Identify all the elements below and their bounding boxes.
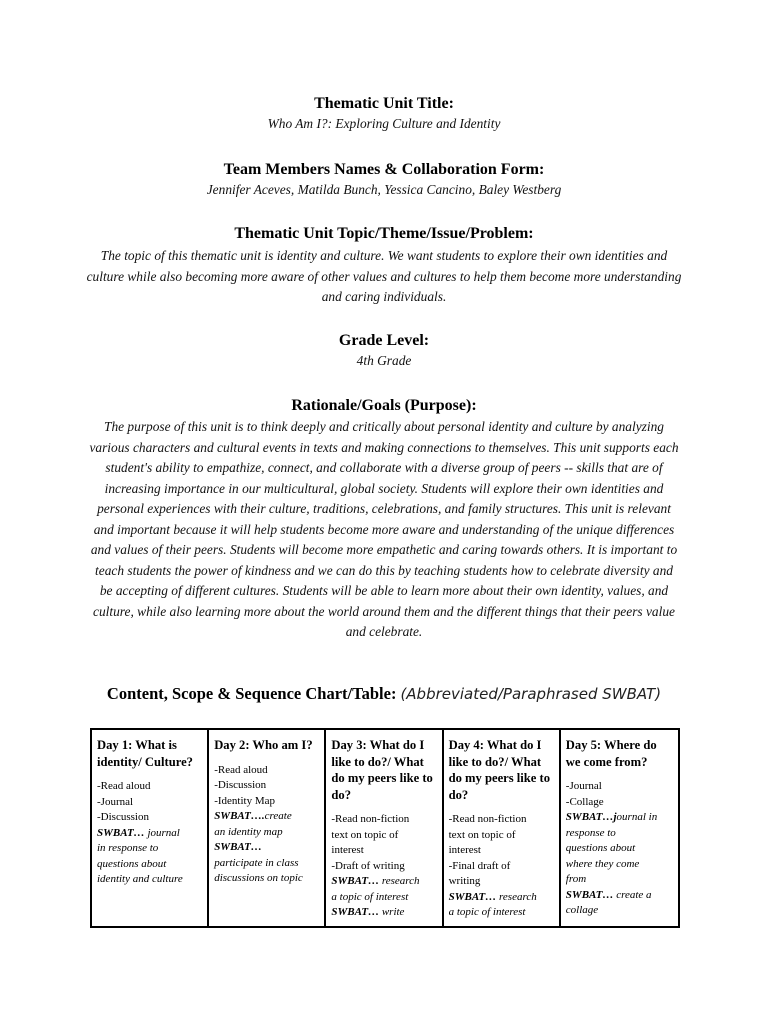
activity-text: -Journal: [565, 780, 602, 792]
activity-text: questions about: [97, 857, 167, 870]
topic-section: [0, 224, 768, 308]
unit-title-text: Who Am I?: Exploring Culture and Identity: [267, 116, 501, 131]
topic-heading: Thematic Unit Topic/Theme/Issue/Problem:: [234, 225, 534, 242]
activity-text: -Final draft of: [448, 859, 511, 872]
activity-text: from: [565, 873, 587, 885]
day-heading: Day 4: What do I like to do?/ What do my peers like to do?: [448, 738, 551, 802]
day-activity-line: [566, 779, 673, 795]
swbat-text: write: [379, 906, 405, 918]
activity-text: an identity map: [214, 825, 283, 838]
day-4-cell: [444, 730, 561, 926]
day-activity-line: [566, 872, 673, 888]
swbat-label: SWBAT…: [97, 826, 145, 839]
swbat-label: SWBAT…: [331, 875, 380, 887]
swbat-label: SWBAT…: [565, 888, 614, 901]
day-activity-line: [97, 810, 202, 826]
activity-text: participate in class: [214, 856, 299, 869]
activity-text: a topic of interest: [448, 906, 526, 918]
swbat-label: SWBAT…: [331, 906, 380, 918]
activity-text: -Read aloud: [97, 780, 151, 792]
day-activity-line: [449, 905, 554, 921]
swbat-text: ournal in: [616, 811, 658, 823]
activity-text: writing: [448, 875, 481, 887]
day-activity-line: [566, 810, 673, 826]
day-activity-line: [449, 890, 554, 906]
day-heading: Day 1: What is identity/ Culture?: [97, 738, 193, 769]
day-heading: Day 5: Where do we come from?: [565, 738, 657, 769]
activity-text: interest: [448, 844, 481, 856]
chart-title-section: [0, 684, 768, 704]
day-activity-line: [449, 874, 554, 890]
day-5-cell: [561, 730, 678, 926]
swbat-text: research: [496, 890, 537, 903]
day-activity-line: [566, 795, 673, 811]
day-activity-line: [214, 840, 319, 856]
day-activity-line: [566, 857, 673, 873]
activity-text: -Draft of writing: [331, 859, 405, 872]
day-activity-line: [214, 871, 319, 887]
grade-heading: Grade Level:: [338, 332, 430, 349]
activity-text: -Read aloud: [214, 763, 268, 776]
grade-text: 4th Grade: [356, 353, 412, 368]
activity-text: where they come: [565, 857, 640, 870]
day-activity-line: [214, 825, 319, 841]
day-activity-line: [214, 763, 319, 779]
day-activity-line: [97, 795, 202, 811]
day-activity-line: [331, 905, 436, 921]
unit-title-section: [0, 94, 768, 135]
day-activity-line: [449, 843, 554, 859]
chart-subheading: (Abbreviated/Paraphrased SWBAT): [400, 685, 662, 703]
activity-text: in response to: [97, 842, 159, 854]
grade-section: [0, 331, 768, 372]
swbat-label: SWBAT….: [214, 810, 265, 822]
team-heading: Team Members Names & Collaboration Form:: [223, 161, 545, 178]
activity-text: -Identity Map: [214, 794, 275, 807]
rationale-section: [0, 396, 768, 643]
day-activity-line: [449, 828, 554, 844]
rationale-heading: Rationale/Goals (Purpose):: [291, 397, 477, 414]
day-1-cell: [92, 730, 209, 926]
activity-text: -Discussion: [214, 779, 267, 791]
day-activity-line: [331, 874, 436, 890]
activity-text: -Discussion: [97, 811, 149, 823]
day-heading: Day 3: What do I like to do?/ What do my peers like to do?: [331, 738, 433, 802]
swbat-label: SWBAT…j: [565, 811, 617, 823]
swbat-text: journal: [144, 826, 180, 839]
day-activity-line: [331, 859, 436, 875]
day-3-cell: [326, 730, 443, 926]
day-activity-line: [331, 890, 436, 906]
day-activity-line: [566, 826, 673, 842]
topic-text: The topic of this thematic unit is identity and culture. We want students to explore their own identities and culture while also becoming more aware of other values and cultures to help them become more understanding and caring individuals.: [86, 248, 682, 304]
swbat-text: create a: [613, 888, 652, 901]
activity-text: -Collage: [565, 795, 604, 808]
day-activity-line: [449, 859, 554, 875]
activity-text: text on topic of: [448, 828, 516, 841]
day-activity-line: [449, 812, 554, 828]
day-activity-line: [566, 903, 673, 919]
day-activity-line: [214, 856, 319, 872]
day-activity-line: [97, 841, 202, 857]
activity-text: text on topic of: [331, 828, 399, 841]
day-activity-line: [97, 826, 202, 842]
day-activity-line: [331, 828, 436, 844]
swbat-text: create: [264, 810, 292, 822]
activity-text: discussions on topic: [214, 872, 303, 884]
day-heading: Day 2: Who am I?: [214, 738, 313, 752]
swbat-label: SWBAT…: [214, 841, 262, 853]
rationale-text: The purpose of this unit is to think deeply and critically about personal identity and culture by analyzing various characters and cultural events in texts and making connections to themselves. This unit supports each student's ability to empathize, connect, and collaborate with a diverse group of peers -- skills that are of increasing importance in our multicultural, global society. Students will explore their own identities and personal experiences with their culture, traditions, celebrations, and family structures. This unit is relevant and important because it will help students become more aware and understanding of the unique differences and values of their peers. Students will become more empathetic and caring towards others. It is important to teach students the power of kindness and we can do this by teaching students how to celebrate diversity and be accepting of different cultures. Students will be able to learn more about their own identity, values, and culture, while also learning more about the world around them and the different things that their peers value and celebrate.: [89, 419, 679, 639]
day-2-cell: [209, 730, 326, 926]
team-members-text: Jennifer Aceves, Matilda Bunch, Yessica Cancino, Baley Westberg: [206, 182, 562, 197]
day-activity-line: [214, 778, 319, 794]
day-activity-line: [331, 843, 436, 859]
activity-text: -Read non-fiction: [448, 813, 527, 825]
day-activity-line: [97, 857, 202, 873]
activity-text: -Journal: [97, 795, 134, 808]
day-activity-line: [566, 841, 673, 857]
chart-heading: Content, Scope & Sequence Chart/Table:: [106, 684, 397, 703]
activity-text: -Read non-fiction: [331, 813, 410, 825]
activity-text: identity and culture: [97, 873, 183, 885]
sequence-chart-table: [90, 728, 680, 928]
day-activity-line: [214, 794, 319, 810]
day-activity-line: [331, 812, 436, 828]
team-section: [0, 160, 768, 201]
day-activity-line: [566, 888, 673, 904]
activity-text: questions about: [565, 842, 636, 854]
activity-text: interest: [331, 844, 364, 856]
unit-title-heading: Thematic Unit Title:: [314, 95, 454, 112]
swbat-text: research: [379, 875, 420, 887]
swbat-label: SWBAT…: [448, 890, 497, 903]
activity-text: response to: [565, 826, 616, 839]
activity-text: a topic of interest: [331, 890, 409, 903]
activity-text: collage: [565, 904, 599, 916]
day-activity-line: [214, 809, 319, 825]
day-activity-line: [97, 872, 202, 888]
day-activity-line: [97, 779, 202, 795]
